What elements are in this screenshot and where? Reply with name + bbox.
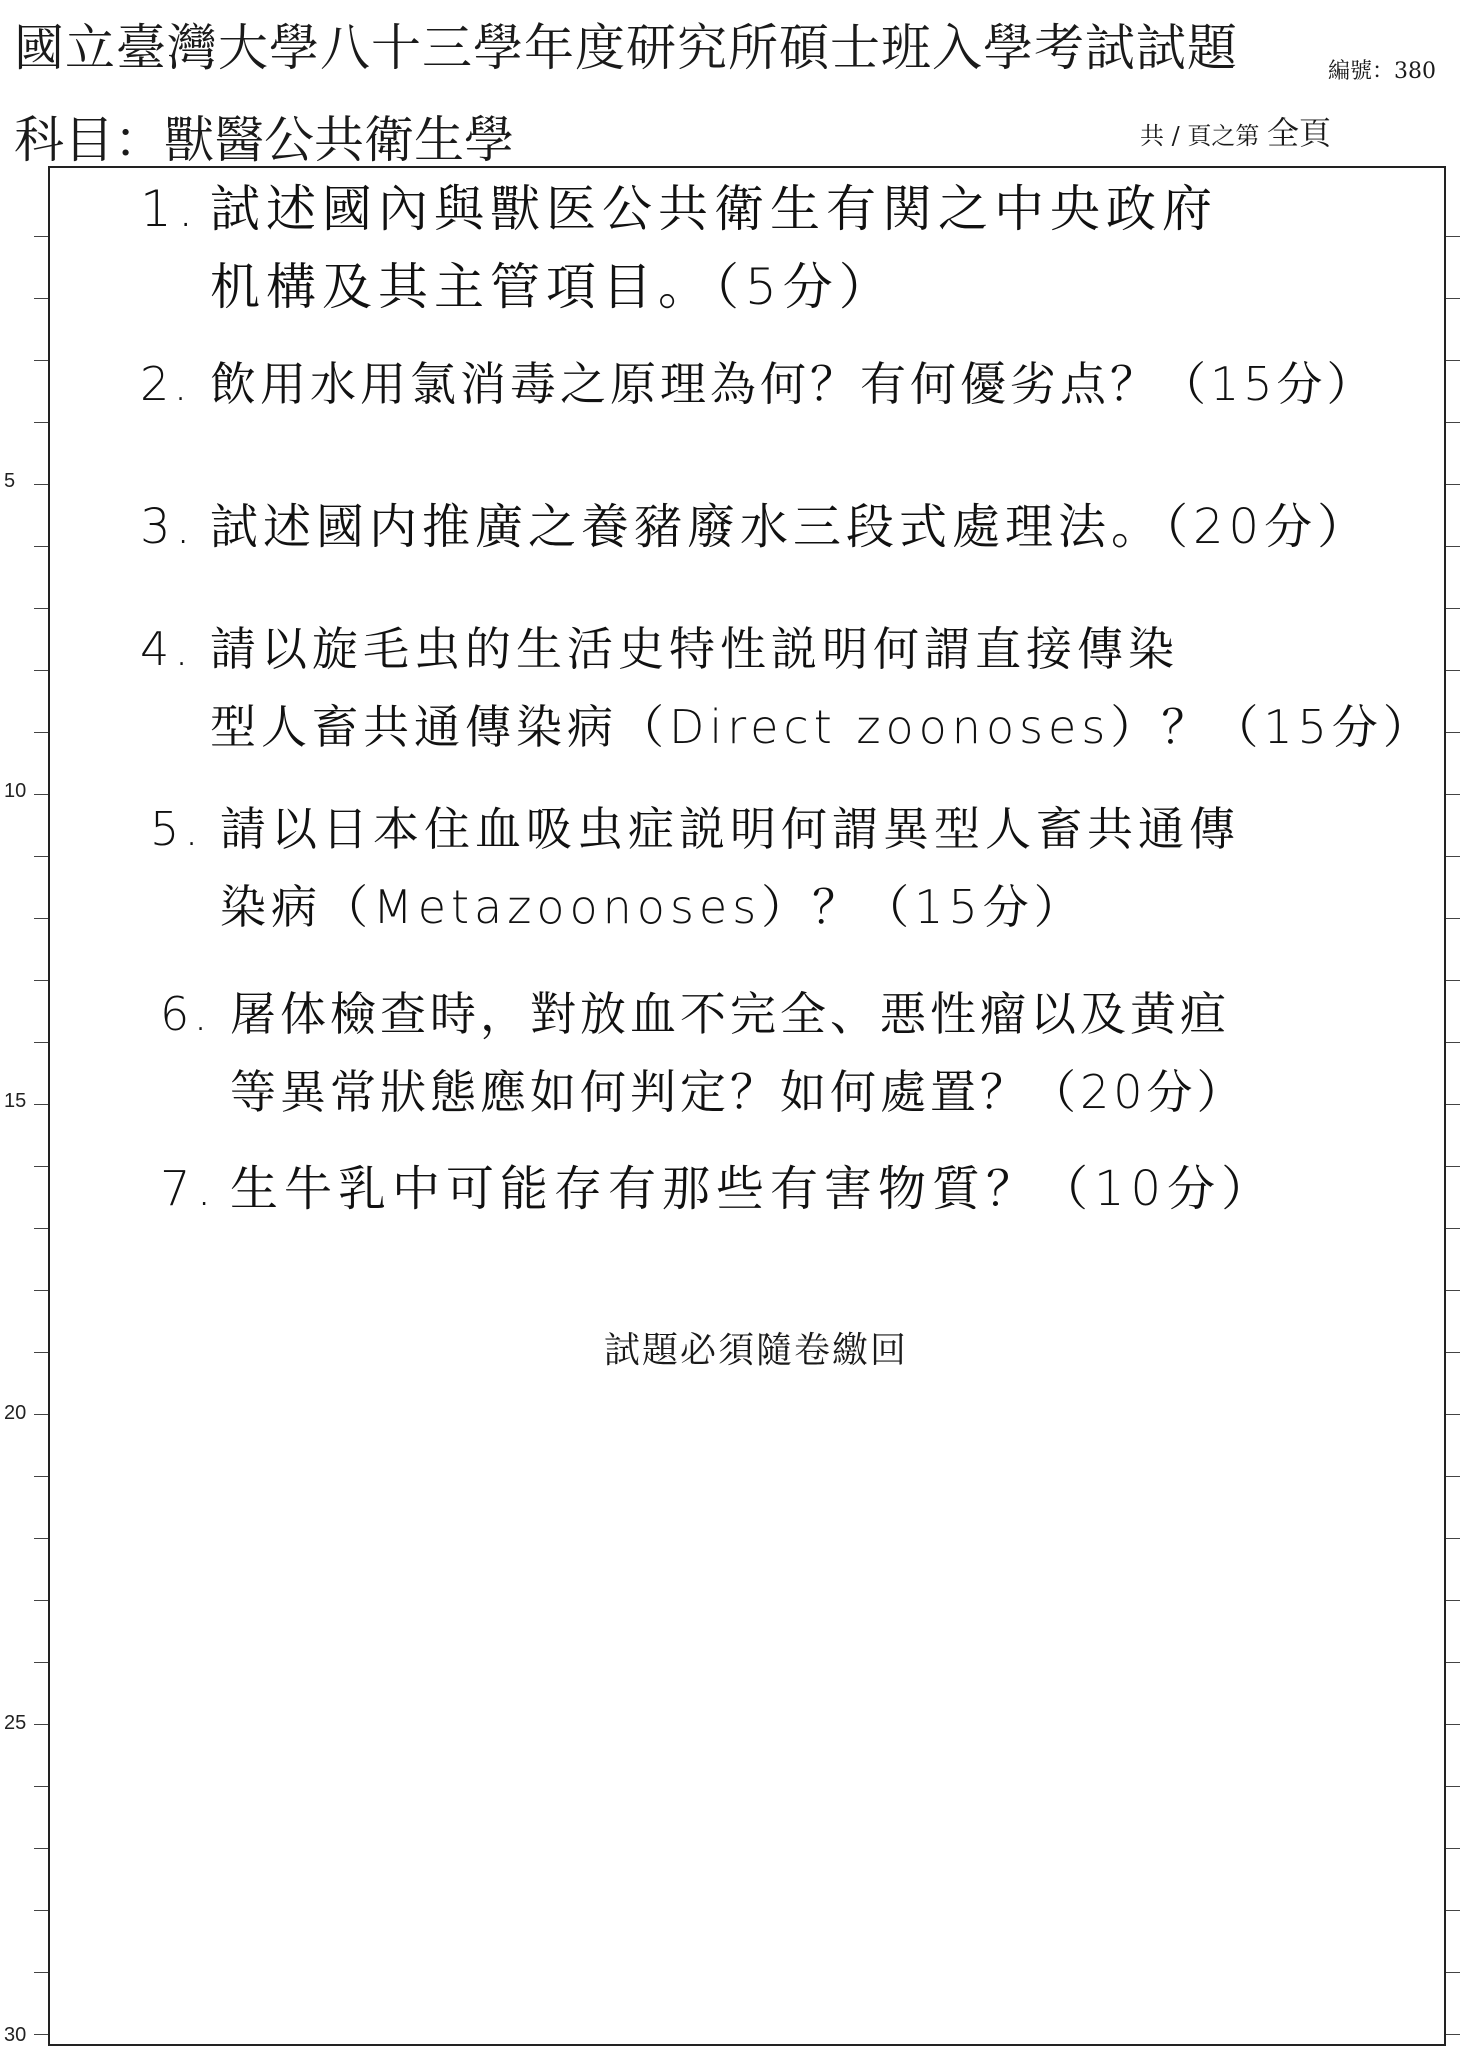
question-number: 5. (150, 802, 204, 856)
margin-tick-left (34, 1290, 48, 1291)
question-text: 試述國内推廣之養豬廢水三段式處理法。（20分） (210, 499, 1371, 555)
margin-tick-left (34, 1538, 48, 1539)
question-1 (140, 170, 1218, 326)
margin-tick-right (1446, 236, 1460, 237)
question-text-continued: 型人畜共通傳染病（Direct zoonoses）？（15分） (210, 700, 1434, 754)
margin-tick-right (1446, 1476, 1460, 1477)
question-text-continued: 机構及其主管項目。（5分） (210, 258, 895, 316)
margin-tick-right (1446, 298, 1460, 299)
question-text: 屠体檢查時，對放血不完全、悪性瘤以及黄疸 (230, 987, 1230, 1041)
margin-tick-left (34, 856, 48, 857)
question-number: 2. (140, 357, 192, 411)
margin-tick-left (34, 670, 48, 671)
margin-tick-right (1446, 1352, 1460, 1353)
margin-tick-right (1446, 608, 1460, 609)
margin-tick-right (1446, 1228, 1460, 1229)
margin-tick-right (1446, 1600, 1460, 1601)
margin-tick-right (1446, 1042, 1460, 1043)
margin-tick-right (1446, 980, 1460, 981)
question-text: 試述國內與獸医公共衛生有関之中央政府 (210, 180, 1218, 238)
margin-tick-left (34, 236, 48, 237)
page-info-label: 共 / 頁之第 (1140, 122, 1260, 150)
margin-tick-right (1446, 732, 1460, 733)
question-4 (140, 610, 1434, 766)
return-notice: 試題必須隨卷繳回 (604, 1330, 909, 1371)
margin-tick-left (34, 1848, 48, 1849)
margin-tick-left (34, 1662, 48, 1663)
margin-tick-right (1446, 1290, 1460, 1291)
question-text-continued: 染病（Metazoonoses）？（15分） (220, 880, 1085, 934)
margin-tick-left (34, 1104, 48, 1105)
page-info-handwritten: 全頁 (1266, 114, 1331, 152)
question-number: 4. (140, 622, 194, 676)
question-3 (140, 488, 1370, 566)
margin-tick-right (1446, 670, 1460, 671)
question-number: 1. (140, 180, 200, 238)
margin-tick-left (34, 2034, 48, 2035)
margin-tick-left (34, 980, 48, 981)
margin-tick-left (34, 360, 48, 361)
question-text-continued: 等異常狀態應如何判定？如何處置？（20分） (230, 1065, 1247, 1119)
margin-tick-left (34, 1476, 48, 1477)
margin-tick-left (34, 422, 48, 423)
margin-tick-right (1446, 1166, 1460, 1167)
question-text: 請以旋毛虫的生活史特性説明何謂直接傳染 (210, 622, 1179, 676)
exam-title: 國立臺灣大學八十三學年度研究所碩士班入學考試試題 (14, 19, 1238, 77)
question-6 (160, 975, 1247, 1131)
margin-tick-right (1446, 1538, 1460, 1539)
serial-number: 編號：380 (1328, 59, 1436, 84)
question-5 (150, 790, 1240, 946)
margin-tick-left (34, 1910, 48, 1911)
margin-tick-left (34, 1166, 48, 1167)
line-number: 5 (4, 470, 16, 492)
margin-tick-right (1446, 918, 1460, 919)
margin-tick-right (1446, 794, 1460, 795)
line-number: 25 (4, 1712, 27, 1734)
margin-tick-left (34, 1042, 48, 1043)
margin-tick-left (34, 1600, 48, 1601)
question-text: 飲用水用氯消毒之原理為何？有何優劣点？（15分） (210, 357, 1377, 411)
margin-tick-right (1446, 2034, 1460, 2035)
margin-tick-left (34, 1786, 48, 1787)
margin-tick-left (34, 1352, 48, 1353)
margin-tick-left (34, 1972, 48, 1973)
margin-tick-right (1446, 1104, 1460, 1105)
margin-tick-left (34, 546, 48, 547)
margin-tick-right (1446, 856, 1460, 857)
question-text: 請以日本住血吸虫症説明何謂異型人畜共通傳 (220, 802, 1240, 856)
margin-tick-left (34, 794, 48, 795)
question-number: 7. (160, 1161, 218, 1217)
margin-tick-right (1446, 1848, 1460, 1849)
line-number: 20 (4, 1402, 27, 1424)
line-number: 15 (4, 1090, 27, 1112)
margin-tick-right (1446, 1724, 1460, 1725)
margin-tick-left (34, 1414, 48, 1415)
question-number: 6. (160, 987, 212, 1041)
margin-tick-right (1446, 1662, 1460, 1663)
margin-tick-left (34, 732, 48, 733)
line-number: 10 (4, 780, 27, 802)
margin-tick-left (34, 1724, 48, 1725)
margin-tick-left (34, 608, 48, 609)
margin-tick-right (1446, 1414, 1460, 1415)
page-info (1140, 108, 1331, 154)
margin-tick-right (1446, 422, 1460, 423)
question-2 (140, 345, 1377, 423)
margin-tick-right (1446, 484, 1460, 485)
margin-tick-right (1446, 1972, 1460, 1973)
margin-tick-left (34, 484, 48, 485)
line-number: 30 (4, 2024, 27, 2046)
margin-tick-left (34, 1228, 48, 1229)
margin-tick-right (1446, 546, 1460, 547)
subject-line: 科目：獸醫公共衛生學 (14, 111, 514, 169)
margin-tick-left (34, 918, 48, 919)
question-7 (160, 1150, 1275, 1228)
margin-tick-right (1446, 360, 1460, 361)
margin-tick-right (1446, 1910, 1460, 1911)
question-number: 3. (140, 499, 196, 555)
margin-tick-left (34, 298, 48, 299)
question-text: 生牛乳中可能存有那些有害物質？（10分） (230, 1161, 1276, 1217)
margin-tick-right (1446, 1786, 1460, 1787)
